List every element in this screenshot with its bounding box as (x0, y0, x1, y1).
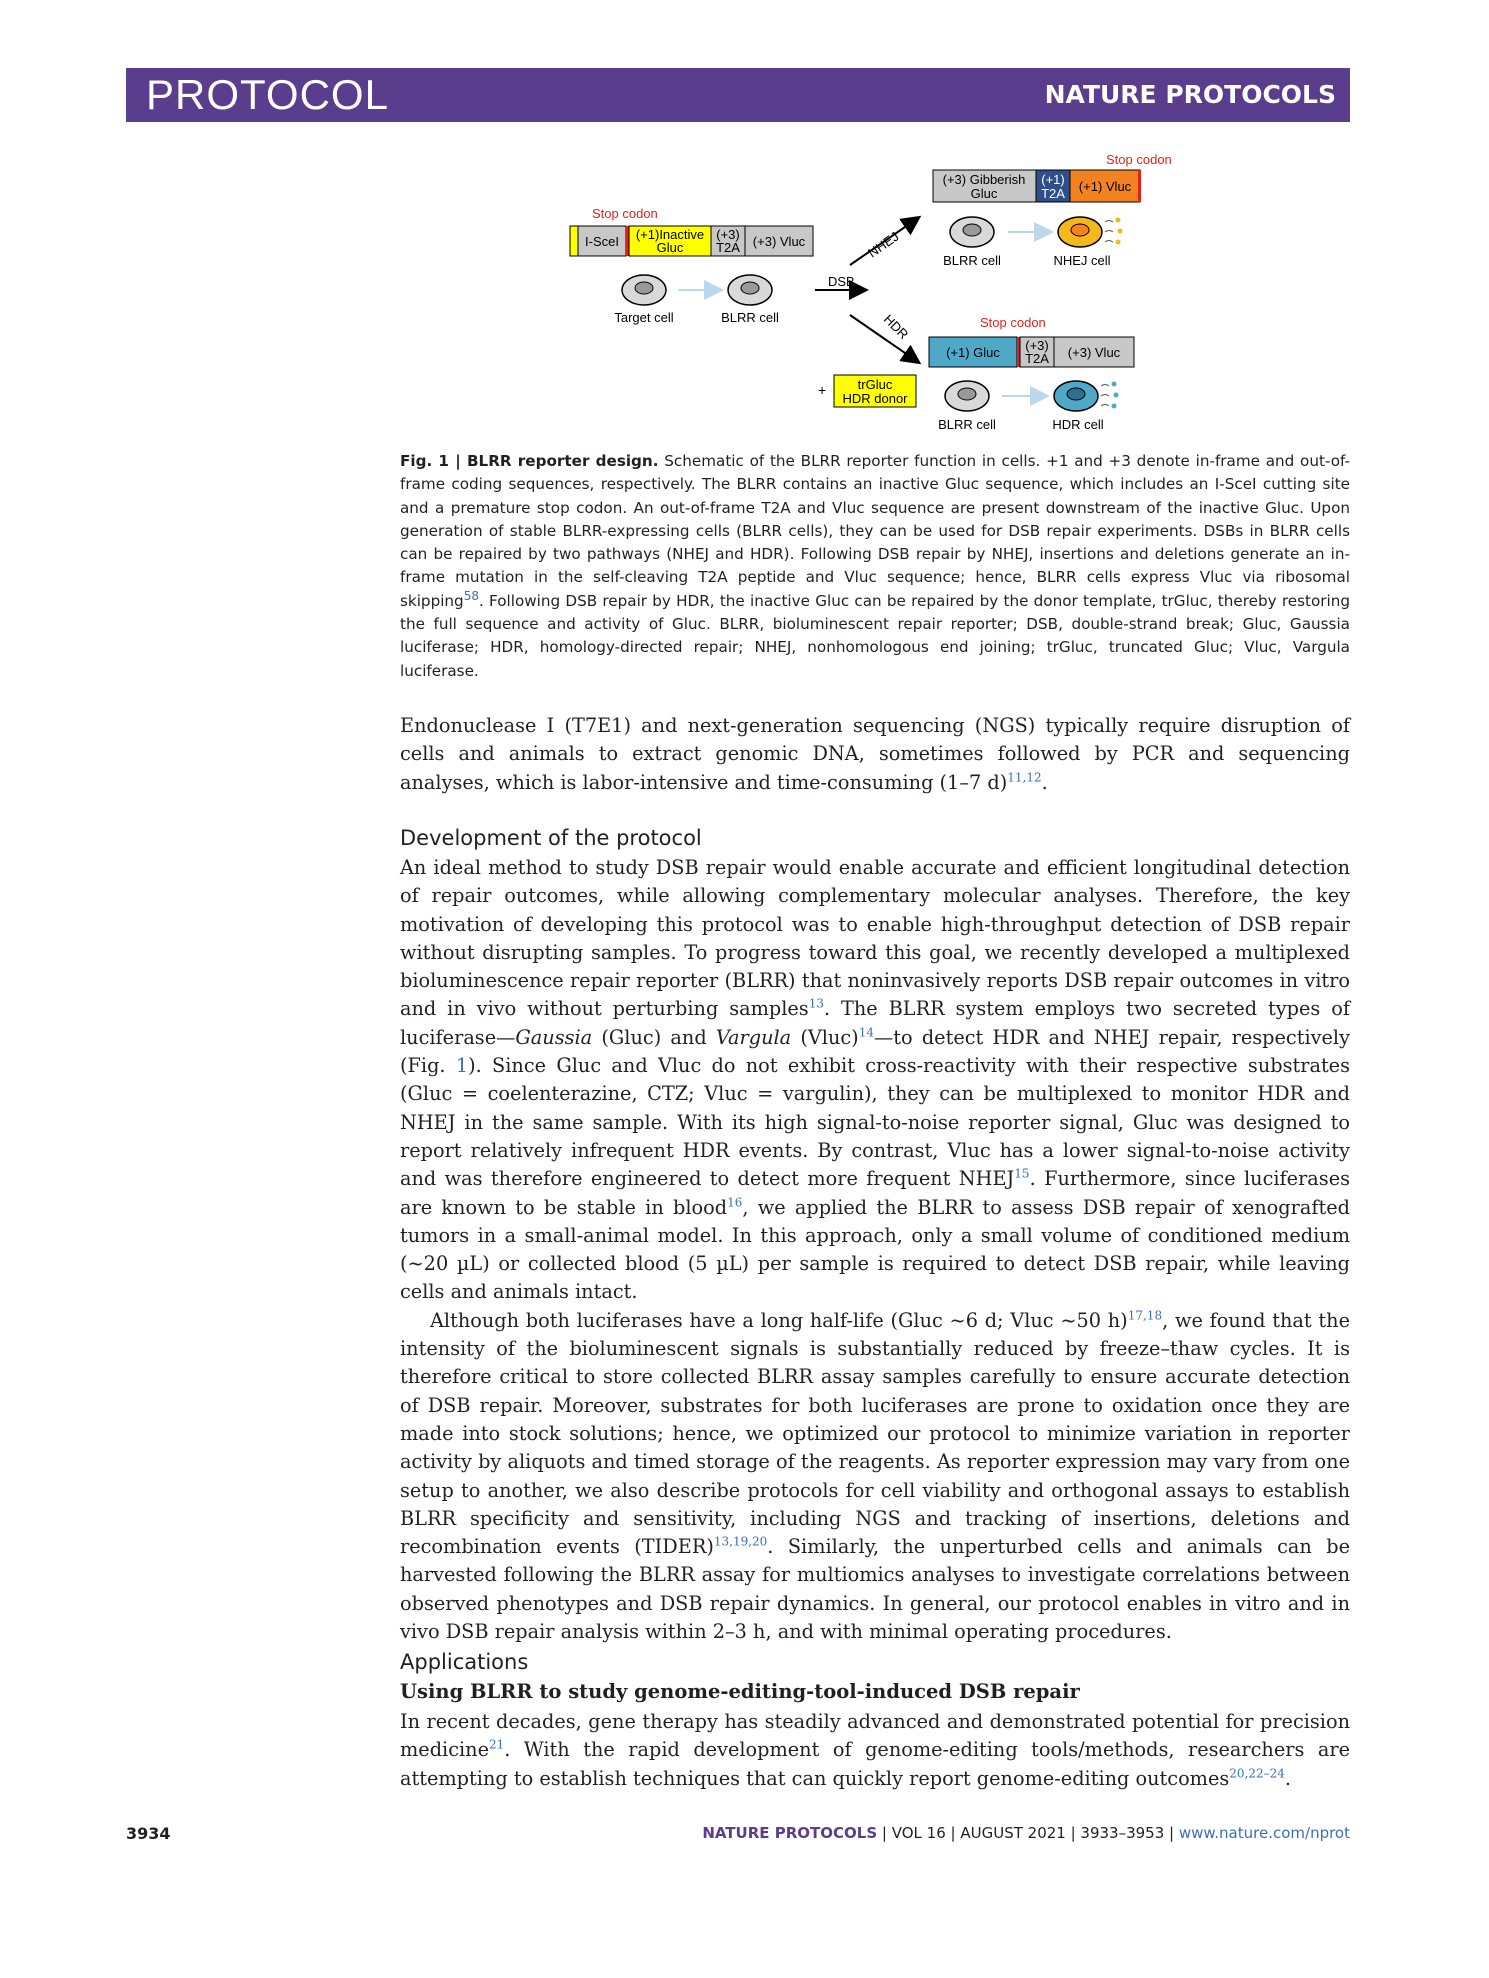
segment-t2a-label-a: (+3) (716, 227, 740, 242)
para3-t2: , we found that the intensity of the bioluminescent signals is substantially reduced by freeze–thaw cycles. It is therefore critical to store collected BLRR assay samples carefully to ensure accurate detection of DSB repair. Moreover, substrates for both luciferases are prone to oxidation once they are made into stock solutions; hence, we optimized our protocol to minimize variation in reporter activity by aliquots and timed storage of the reagents. As reporter expression may vary from one setup to another, we also describe protocols for cell viability and orthogonal assays to establish BLRR specificity and sensitivity, including NGS and tracking of insertions, deletions and recombination events (TIDER) (400, 1308, 1350, 1559)
journal-name: NATURE PROTOCOLS (1044, 80, 1336, 109)
para3-t1: Although both luciferases have a long half-life (Gluc ~6 d; Vluc ~50 h) (430, 1308, 1128, 1332)
paragraph-applications (400, 1708, 1350, 1793)
para2-ref-5[interactable]: 16 (727, 1195, 743, 1210)
blrr-schematic (560, 150, 1200, 440)
segment-vluc-label: (+3) Vluc (752, 234, 806, 249)
hdr-cell-nucleus-icon (1067, 388, 1085, 400)
para2-ref-2[interactable]: 14 (858, 1025, 874, 1040)
vluc-dot-icon (1116, 240, 1121, 245)
nhej-blrr-cell-label: BLRR cell (943, 253, 1001, 268)
para4-ref-2[interactable]: 20,22–24 (1229, 1766, 1285, 1781)
para2-t4: (Vluc) (791, 1025, 859, 1049)
hdr-arrow-label: HDR (880, 311, 912, 343)
segment-t2a-label-b: T2A (716, 240, 740, 255)
paragraph-intro (400, 712, 1350, 797)
segment-gibberish-gluc-label-a: (+3) Gibberish (942, 172, 1026, 187)
nhej-blrr-cell-nucleus-icon (963, 224, 981, 236)
vluc-dot-icon (1118, 229, 1123, 234)
gluc-dot-icon (1112, 382, 1117, 387)
caption-label: Fig. 1 | BLRR reporter design. (400, 452, 659, 470)
para4-ref-1[interactable]: 21 (489, 1737, 505, 1752)
section-label: PROTOCOL (146, 71, 389, 118)
para2-t3: (Gluc) and (592, 1025, 716, 1049)
plus-sign: + (818, 382, 827, 398)
segment-inframe-t2a-label-a: (+1) (1041, 172, 1065, 187)
footer-volume: | VOL 16 | AUGUST 2021 | 3933–3953 | (877, 1824, 1179, 1842)
dsb-label: DSB (828, 274, 855, 289)
segment-inframe-vluc-label: (+1) Vluc (1078, 179, 1132, 194)
segment-inframe-t2a-label-b: T2A (1041, 186, 1065, 201)
caption-ref[interactable]: 58 (463, 588, 479, 603)
nhej-cell-nucleus-icon (1071, 224, 1089, 236)
footer-url[interactable]: www.nature.com/nprot (1178, 1824, 1350, 1842)
para1-end: . (1041, 770, 1048, 794)
segment-hdr-t2a-label-b: T2A (1025, 351, 1049, 366)
para2-t1: An ideal method to study DSB repair would enable accurate and efficient longitudinal detection of repair outcomes, while allowing complementary molecular analyses. Therefore, the key motivation of developing this protocol was to enable high-throughput detection of DSB repair without disrupting samples. To progress toward this goal, we recently developed a multiplexed bioluminescence repair reporter (BLRR) that noninvasively reports DSB repair outcomes in vitro and in vivo without perturbing samples (400, 856, 1350, 1021)
gluc-dot-icon (1114, 393, 1119, 398)
segment-restored-gluc-label: (+1) Gluc (946, 345, 1000, 360)
page-number: 3934 (126, 1824, 171, 1843)
figure-caption (400, 450, 1350, 683)
segment-hdr-vluc-label: (+3) Vluc (1067, 345, 1121, 360)
caption-text-2: . Following DSB repair by HDR, the inactive Gluc can be repaired by the donor template, trGluc, thereby restoring the full sequence and activity of Gluc. BLRR, bioluminescent repair reporter; DSB, double-strand break; Gluc, Gaussia luciferase; HDR, homology-directed repair; NHEJ, nonhomologous end joining; trGluc, truncated Gluc; Vluc, Vargula luciferase. (400, 591, 1350, 680)
footer-journal: NATURE PROTOCOLS (702, 1824, 878, 1842)
hdr-blrr-cell-label: BLRR cell (938, 417, 996, 432)
hdr-blrr-cell-nucleus-icon (958, 388, 976, 400)
footer-citation (702, 1824, 1350, 1842)
blrr-cell-label: BLRR cell (721, 310, 779, 325)
caption-text: Schematic of the BLRR reporter function in cells. +1 and +3 denote in-frame and out-of-frame coding sequences, respectively. The BLRR contains an inactive Gluc sequence, which includes an I-SceI cutting site and a premature stop codon. An out-of-frame T2A and Vluc sequence are present downstream of the inactive Gluc. Upon generation of stable BLRR-expressing cells (BLRR cells), they can be used for DSB repair experiments. DSBs in BLRR cells can be repaired by two pathways (NHEJ and HDR). Following DSB repair by NHEJ, insertions and deletions generate an in-frame mutation in the self-cleaving T2A peptide and Vluc sequence; hence, BLRR cells express Vluc via ribosomal skipping (400, 452, 1350, 610)
para1-ref[interactable]: 11,12 (1007, 770, 1042, 785)
para2-ref-4[interactable]: 15 (1014, 1166, 1030, 1181)
subheading-blrr-dsb: Using BLRR to study genome-editing-tool-induced DSB repair (400, 1680, 1080, 1703)
target-cell-nucleus-icon (635, 282, 653, 294)
para2-t7: . Furthermore, since luciferases are known to be stable in blood (400, 1167, 1350, 1219)
nhej-arrow-label: NHEJ (865, 228, 902, 261)
para2-ref-1[interactable]: 13 (808, 997, 824, 1012)
vluc-secretion-icon (1105, 221, 1113, 243)
para2-t2: . The BLRR system employs two secreted types of luciferase— (400, 997, 1350, 1049)
para2-t6: ). Since Gluc and Vluc do not exhibit cross-reactivity with their respective substrates (Gluc = coelenterazine, CTZ; Vluc = vargulin), they can be multiplexed to monitor HDR and NHEJ in the same sample. With its high signal-to-noise reporter signal, Gluc was designed to report relatively infrequent HDR events. By contrast, Vluc has a lower signal-to-noise activity and was therefore engineered to detect more frequent NHEJ (400, 1054, 1350, 1191)
header-banner (126, 68, 1350, 122)
segment-inactive-gluc-label-b: Gluc (656, 240, 684, 255)
heading-development: Development of the protocol (400, 826, 702, 850)
trgluc-donor-label-a: trGluc (857, 377, 893, 392)
segment-inactive-gluc-label-a: (+1)Inactive (635, 227, 705, 242)
fig-1-link[interactable]: 1 (455, 1054, 469, 1078)
nhej-cell-label: NHEJ cell (1053, 253, 1111, 268)
gluc-dot-icon (1112, 404, 1117, 409)
segment-isce1-label: I-SceI (585, 234, 619, 249)
para1-text: Endonuclease I (T7E1) and next-generation sequencing (NGS) typically require disruption of cells and animals to extract genomic DNA, sometimes followed by PCR and sequencing analyses, which is labor-intensive and time-consuming (1–7 d) (400, 714, 1350, 794)
stop-codon-label-1: Stop codon (592, 206, 658, 221)
stop-codon-mark-2 (1138, 170, 1141, 202)
blrr-cell-nucleus-icon (741, 282, 759, 294)
target-cell-label: Target cell (614, 310, 674, 325)
trgluc-donor-label-b: HDR donor (842, 391, 908, 406)
gluc-secretion-icon (1101, 385, 1109, 407)
para2-t5: —to detect HDR and NHEJ repair, respectively (Fig. (400, 1025, 1350, 1078)
para4-t2: . With the rapid development of genome-editing tools/methods, researchers are attempting to establish techniques that can quickly report genome-editing outcomes (400, 1738, 1350, 1790)
para3-ref-1[interactable]: 17,18 (1127, 1308, 1163, 1323)
stop-codon-label-3: Stop codon (980, 315, 1046, 330)
construct-start (570, 226, 578, 256)
stop-codon-label-2: Stop codon (1106, 152, 1172, 167)
para3-ref-2[interactable]: 13,19,20 (713, 1534, 768, 1549)
para3-t3: . Similarly, the unperturbed cells and animals can be harvested following the BLRR assay for multiomics analyses to investigate correlations between observed phenotypes and DSB repair dynamics. In general, our protocol enables in vitro and in vivo DSB repair analysis within 2–3 h, and with minimal operating procedures. (400, 1535, 1350, 1644)
heading-applications: Applications (400, 1650, 529, 1674)
hdr-cell-label: HDR cell (1052, 417, 1104, 432)
segment-gibberish-gluc-label-b: Gluc (970, 186, 998, 201)
para4-t1: In recent decades, gene therapy has steadily advanced and demonstrated potential for precision medicine (400, 1710, 1350, 1762)
segment-hdr-t2a-label-a: (+3) (1025, 338, 1049, 353)
vluc-dot-icon (1116, 218, 1121, 223)
para4-t3: . (1284, 1766, 1292, 1790)
para2-t8: , we applied the BLRR to assess DSB repair of xenografted tumors in a small-animal model. In this approach, only a small volume of conditioned medium (~20 µL) or collected blood (5 µL) per sample is required to detect DSB repair, while leaving cells and animals intact. (400, 1195, 1350, 1304)
figure-1 (560, 150, 1200, 440)
para2-gaussia: Gaussia (515, 1025, 593, 1049)
para2-vargula: Vargula (715, 1025, 792, 1049)
paragraph-development (400, 854, 1350, 1646)
